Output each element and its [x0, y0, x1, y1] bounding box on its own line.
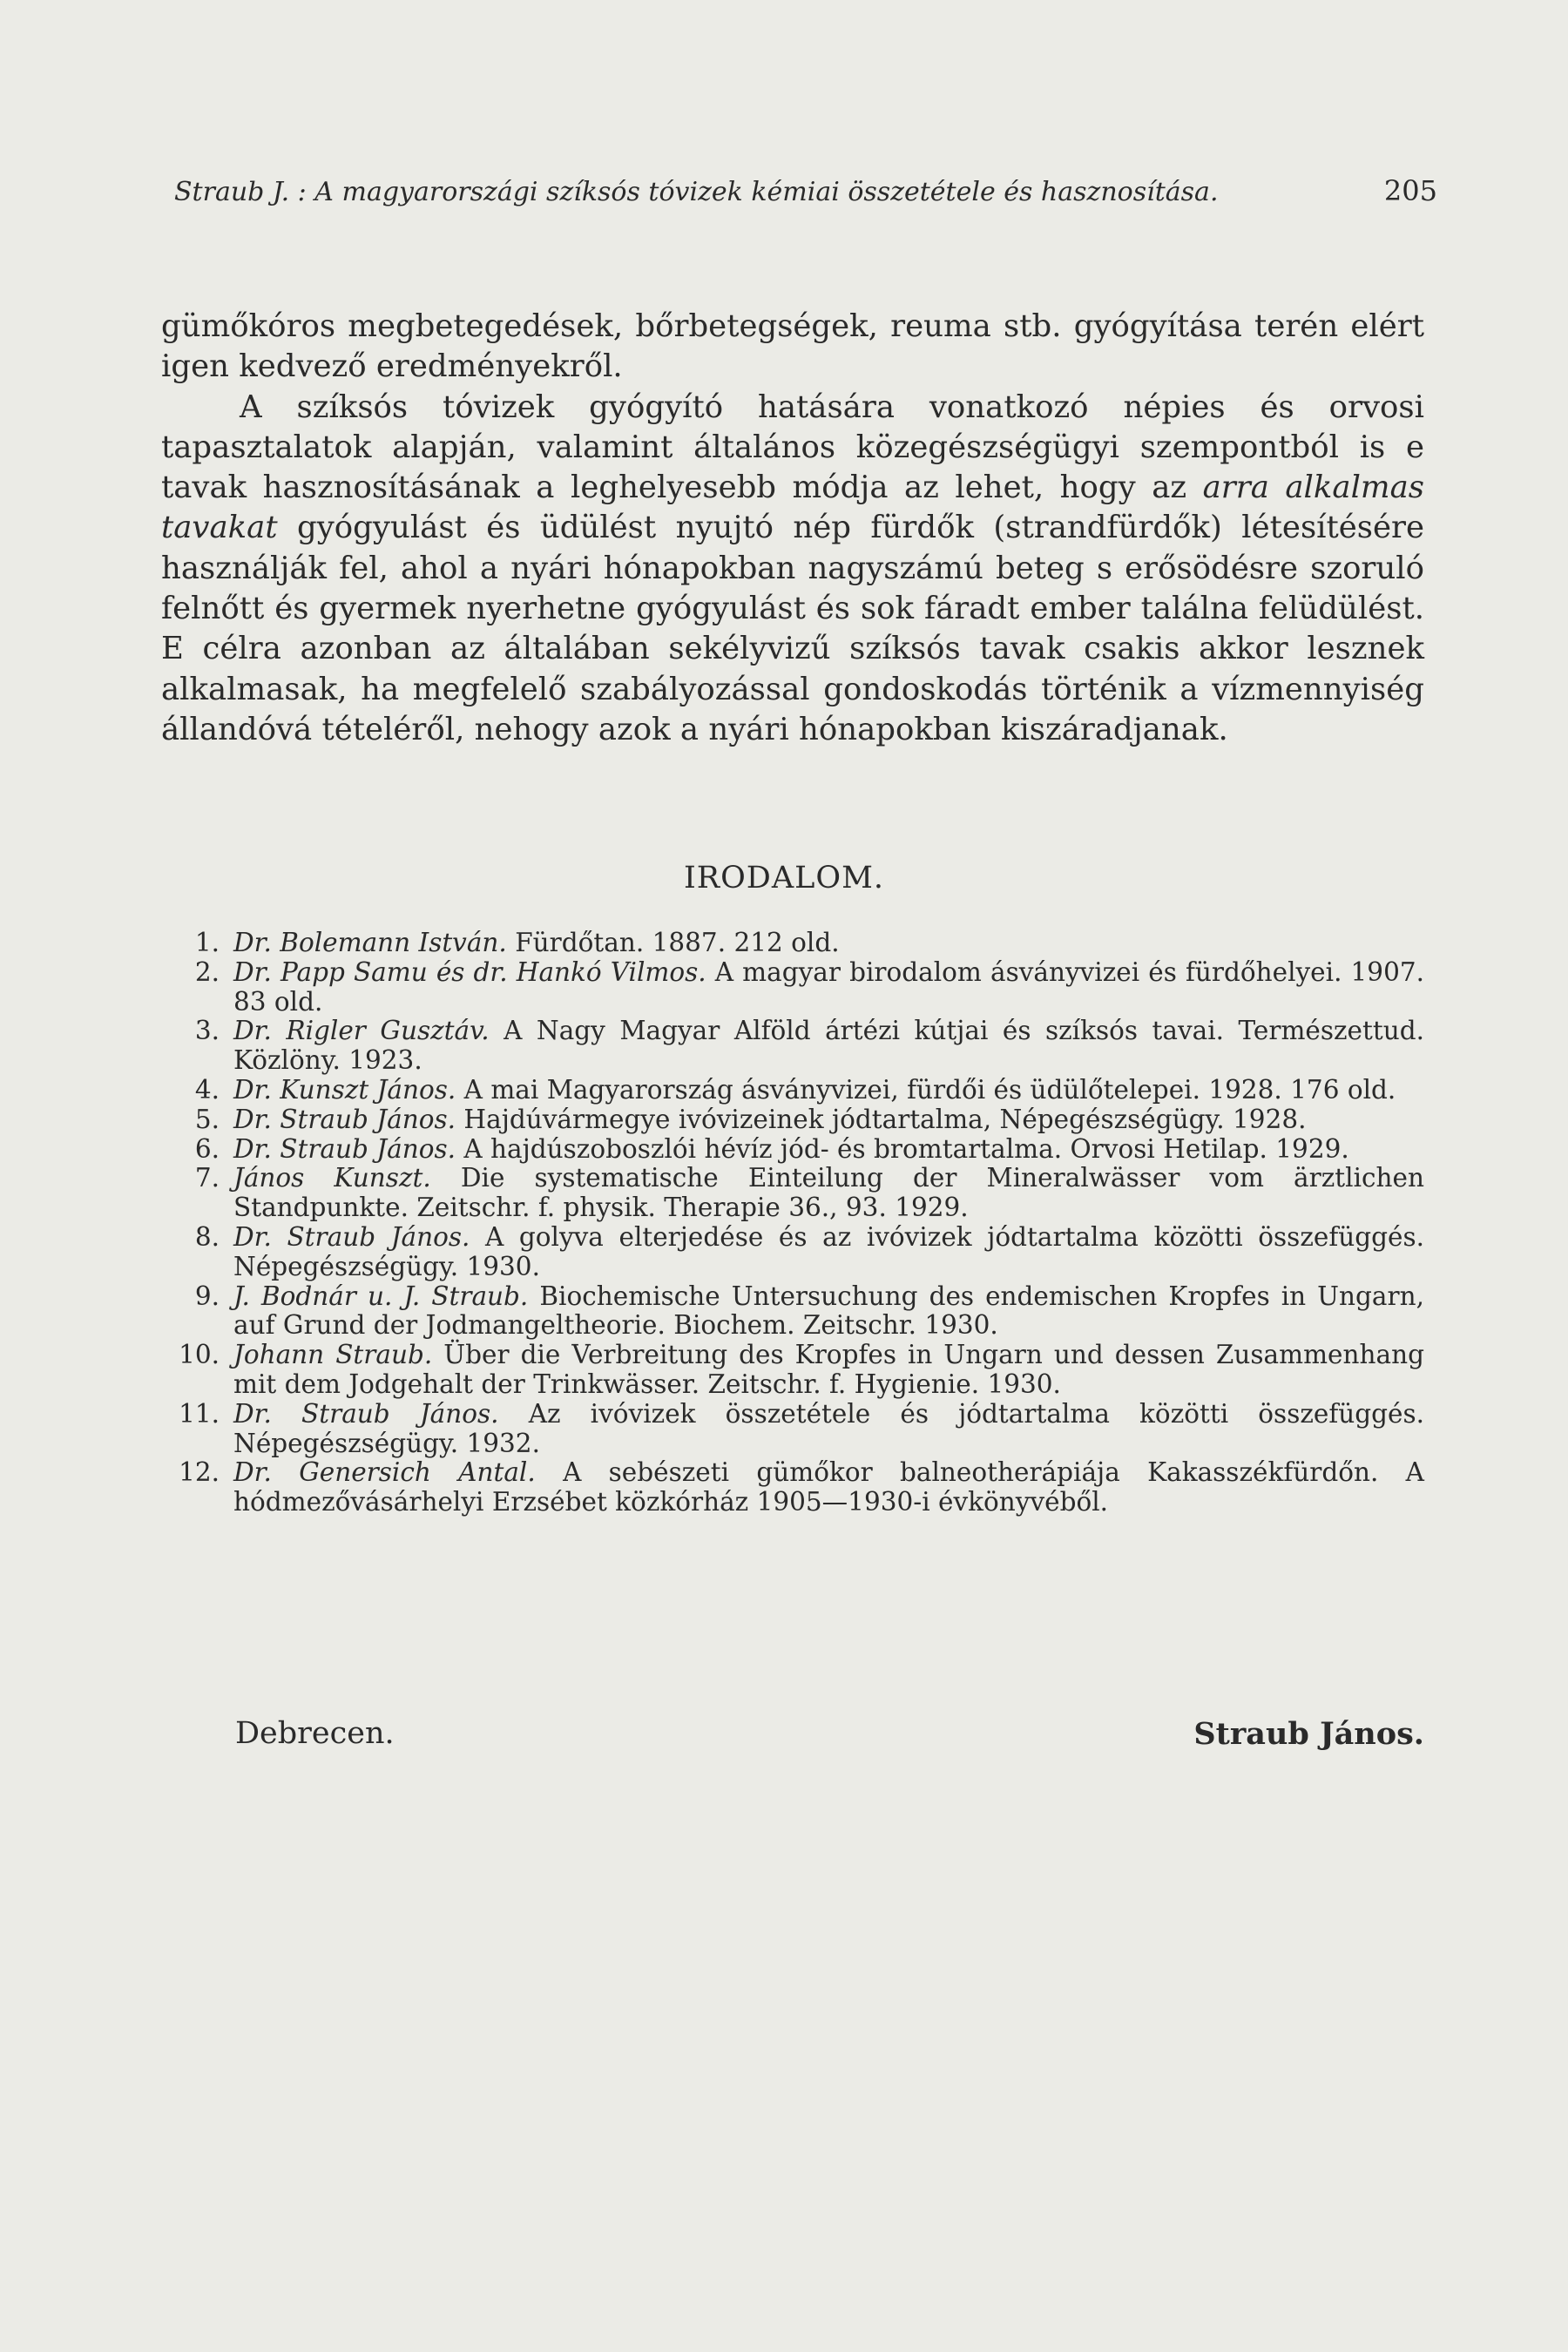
reference-author: Dr. Rigler Gusztáv. — [233, 1016, 490, 1046]
signature-line — [235, 1716, 1424, 1752]
reference-item — [166, 1017, 1424, 1076]
reference-number: 2. — [194, 956, 220, 987]
reference-text: A magyar birodalom ásványvizei és fürdőhelyei. 1907. 83 old. — [233, 956, 1424, 1017]
reference-text: A hajdúszoboszlói hévíz jód- és bromtartalma. Orvosi Hetilap. 1929. — [463, 1133, 1349, 1164]
running-title: Straub J. : A magyarországi szíksós tóvizek kémiai összetétele és hasznosítása. — [174, 177, 1219, 207]
reference-item — [166, 1282, 1424, 1342]
reference-author: Dr. Papp Samu és dr. Hankó Vilmos. — [233, 956, 706, 987]
reference-text: Az ivóvizek összetétele és jódtartalma közötti összefüggés. Népegészségügy. 1932. — [233, 1398, 1424, 1458]
reference-text: A Nagy Magyar Alföld ártézi kútjai és szíksós tavai. Természettud. Közlöny. 1923. — [233, 1016, 1424, 1076]
reference-list — [166, 929, 1424, 1517]
reference-item — [166, 1135, 1424, 1165]
reference-text: A golyva elterjedése és az ivóvizek jódtartalma közötti összefüggés. Népegészségügy. 1930. — [233, 1221, 1424, 1281]
reference-author: Johann Straub. — [233, 1340, 433, 1370]
paragraph-2-part-a: A szíksós tóvizek gyógyító hatására vonatkozó népies és orvosi tapasztalatok alapján, valamint általános közegészségügyi szempontból is e tavak hasznosításának a leghelyesebb módja az lehet, hogy az — [161, 389, 1424, 506]
reference-item — [166, 1400, 1424, 1459]
reference-author: Dr. Straub János. — [233, 1221, 470, 1252]
reference-number: 12. — [179, 1457, 220, 1488]
reference-number: 7. — [194, 1163, 220, 1193]
section-title: IRODALOM. — [683, 861, 885, 896]
reference-number: 9. — [194, 1281, 220, 1311]
reference-text: Hajdúvármegye ivóvizeinek jódtartalma, Népegészségügy. 1928. — [463, 1104, 1307, 1134]
paragraph-2-emphasis: arra alkalmas tavakat — [161, 470, 1424, 546]
signature-author: Straub János. — [1193, 1716, 1424, 1752]
reference-author: Dr. Genersich Antal. — [233, 1457, 536, 1488]
reference-number: 5. — [194, 1104, 220, 1134]
signature-place: Debrecen. — [235, 1716, 395, 1751]
reference-item — [166, 1223, 1424, 1282]
reference-number: 10. — [179, 1340, 220, 1370]
reference-author: J. Bodnár u. J. Straub. — [233, 1281, 529, 1311]
running-header — [174, 174, 1437, 207]
reference-item — [166, 1341, 1424, 1400]
paragraph-2-part-b: gyógyulást és üdülést nyujtó nép fürdők (strandfürdők) létesítésére használják fel, ahol a nyári hónapokban nagyszámú beteg s erősödésre szoruló felnőtt és gyermek nyerhetne gyógyulást és sok fáradt ember találna felüdülést. E célra azonban az általában sekélyvizű szíksós tavak csakis akkor lesznek alkalmasak, ha megfelelő szabályozással gondoskodás történik a vízmennyiség állandóvá tételéről, nehogy azok a nyári hónapokban kiszáradjanak. — [161, 510, 1424, 747]
reference-item — [166, 958, 1424, 1017]
reference-number: 6. — [194, 1133, 220, 1164]
reference-item — [166, 1458, 1424, 1517]
reference-text: Biochemische Untersuchung des endemischen Kropfes in Ungarn, auf Grund der Jodmangeltheorie. Biochem. Zeitschr. 1930. — [233, 1281, 1424, 1341]
reference-author: Dr. Kunszt János. — [233, 1074, 456, 1105]
reference-item — [166, 1105, 1424, 1135]
reference-number: 8. — [194, 1221, 220, 1252]
reference-number: 4. — [194, 1074, 220, 1105]
reference-item — [166, 929, 1424, 958]
reference-author: Dr. Straub János. — [233, 1133, 456, 1164]
body-text — [161, 307, 1424, 750]
paragraph-2 — [161, 388, 1424, 751]
page-number: 205 — [1383, 174, 1437, 207]
reference-text: Fürdőtan. 1887. 212 old. — [515, 928, 840, 957]
reference-text: A mai Magyarország ásványvizei, fürdői és üdülőtelepei. 1928. 176 old. — [463, 1074, 1396, 1105]
reference-text: Über die Verbreitung des Kropfes in Ungarn und dessen Zusammenhang mit dem Jodgehalt der Trinkwässer. Zeitschr. f. Hygienie. 1930. — [233, 1340, 1424, 1399]
reference-author: János Kunszt. — [233, 1163, 431, 1193]
reference-item — [166, 1076, 1424, 1105]
reference-author: Dr. Bolemann István. — [233, 928, 507, 957]
reference-text: Die systematische Einteilung der Mineralwässer vom ärztlichen Standpunkte. Zeitschr. f. physik. Therapie 36., 93. 1929. — [233, 1163, 1424, 1223]
reference-author: Dr. Straub János. — [233, 1398, 499, 1429]
paragraph-1: gümőkóros megbetegedések, bőrbetegségek, reuma stb. gyógyítása terén elért igen kedvező eredményekről. — [161, 308, 1424, 385]
reference-number: 3. — [194, 1016, 220, 1046]
reference-number: 1. — [194, 928, 220, 957]
reference-author: Dr. Straub János. — [233, 1104, 456, 1134]
reference-number: 11. — [179, 1398, 220, 1429]
reference-item — [166, 1164, 1424, 1223]
reference-text: A sebészeti gümőkor balneotherápiája Kakasszékfürdőn. A hódmezővásárhelyi Erzsébet közkórház 1905—1930-i évkönyvéből. — [233, 1457, 1424, 1517]
